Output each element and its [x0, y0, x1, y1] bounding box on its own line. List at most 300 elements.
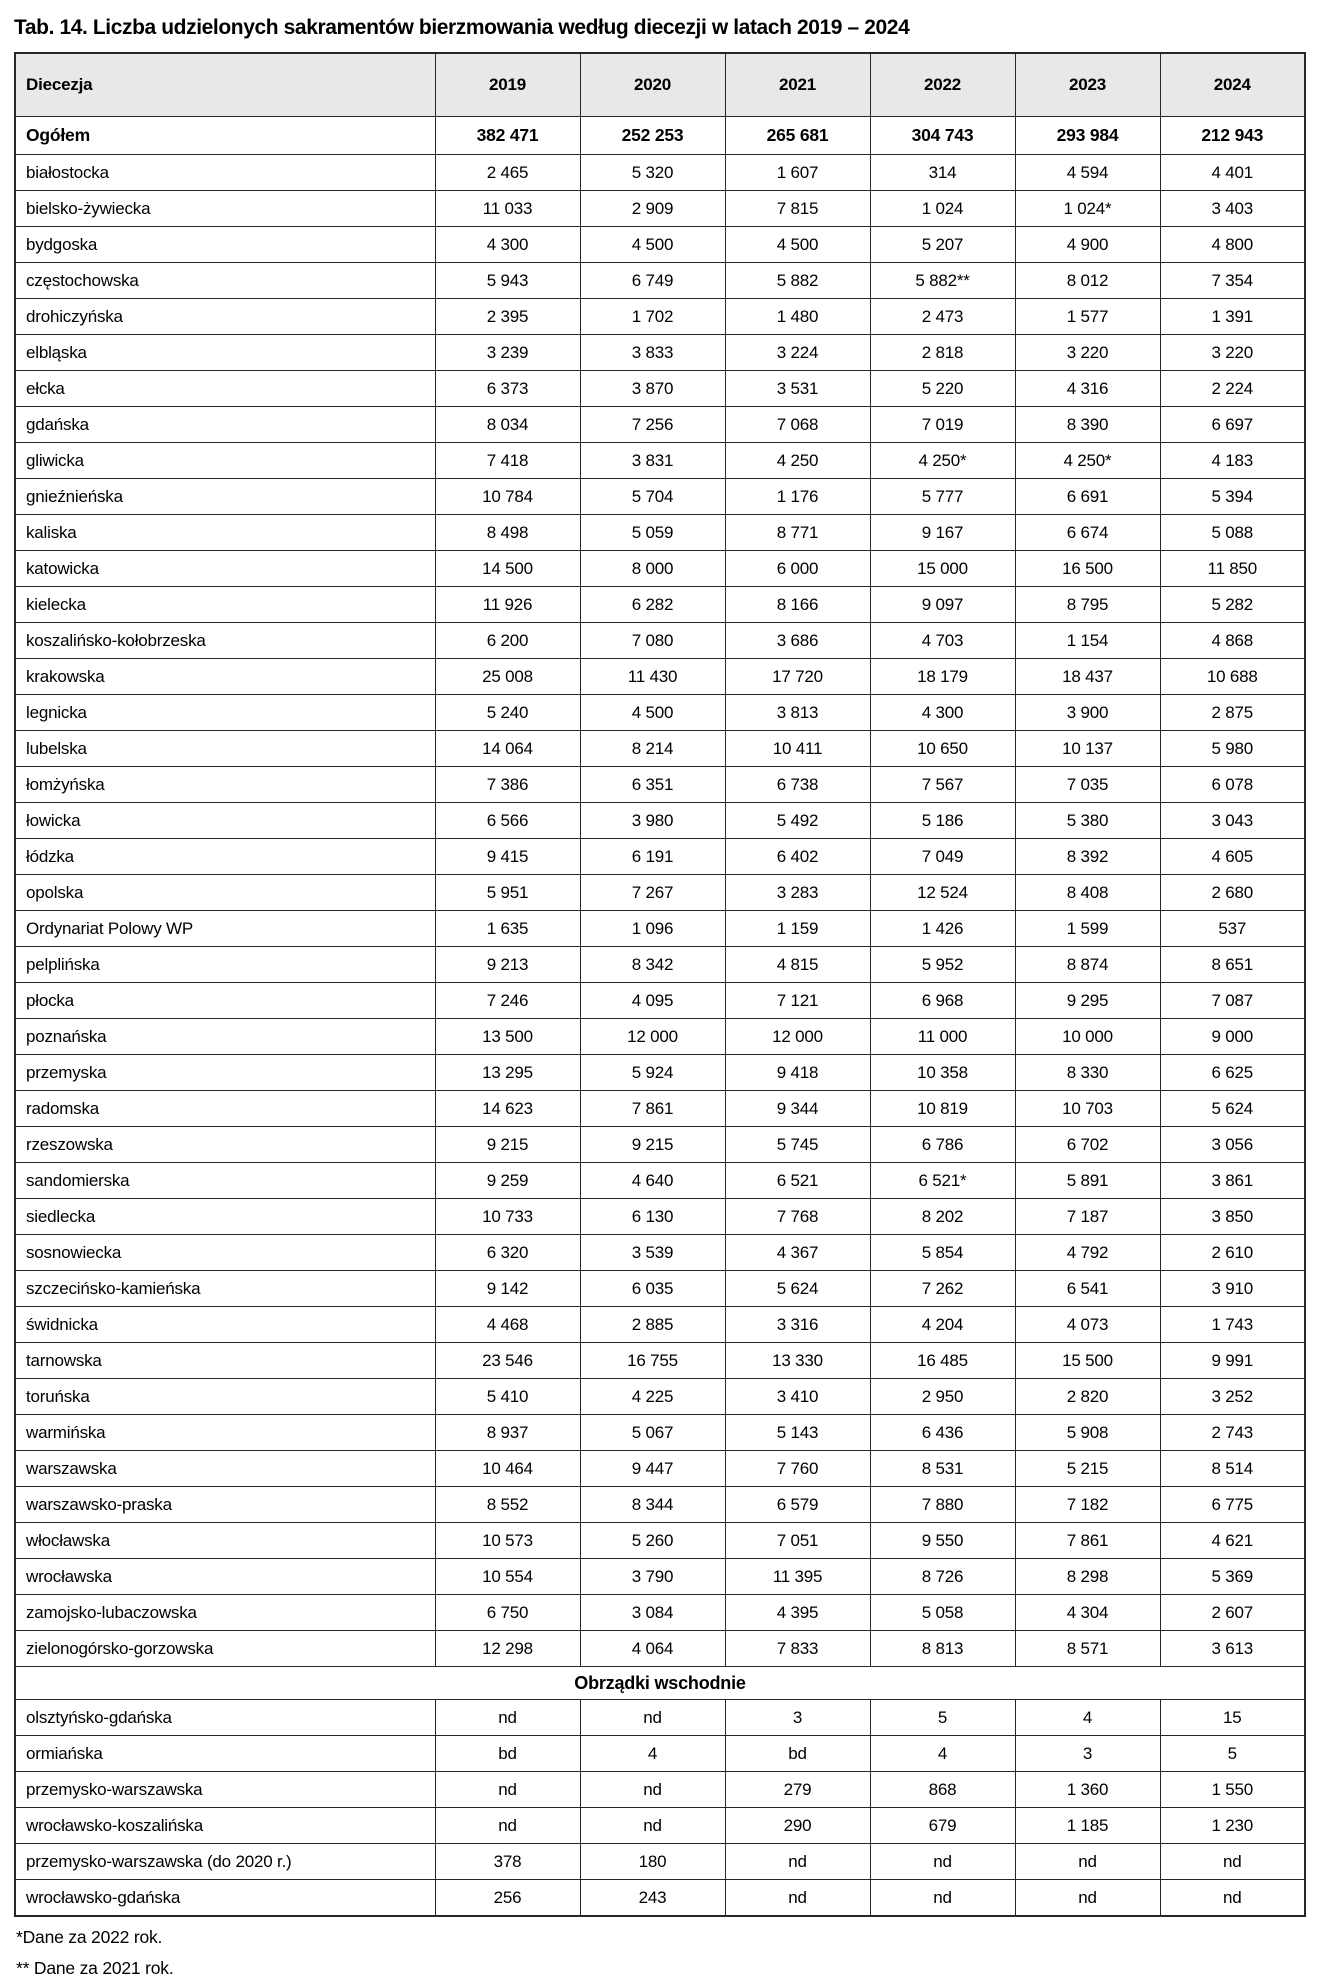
value-cell: 8 390	[1015, 407, 1160, 443]
value-cell: 6 968	[870, 983, 1015, 1019]
table-row	[15, 911, 1305, 947]
value-cell: 10 411	[725, 731, 870, 767]
value-cell: 3 056	[1160, 1127, 1305, 1163]
table-row-eastern	[15, 1700, 1305, 1736]
value-cell: 1 607	[725, 155, 870, 191]
value-cell: 3 910	[1160, 1271, 1305, 1307]
value-cell: nd	[725, 1844, 870, 1880]
value-cell: 5 220	[870, 371, 1015, 407]
value-cell: 7 182	[1015, 1487, 1160, 1523]
value-cell: 6 320	[435, 1235, 580, 1271]
diocese-name-cell: legnicka	[15, 695, 435, 731]
value-cell: 4 792	[1015, 1235, 1160, 1271]
value-cell: 6 691	[1015, 479, 1160, 515]
value-cell: 5 854	[870, 1235, 1015, 1271]
value-cell: 10 358	[870, 1055, 1015, 1091]
value-cell: 10 703	[1015, 1091, 1160, 1127]
value-cell: 16 485	[870, 1343, 1015, 1379]
column-header-year: 2023	[1015, 53, 1160, 117]
value-cell: 8 012	[1015, 263, 1160, 299]
value-cell: 3	[1015, 1736, 1160, 1772]
value-cell: 3 410	[725, 1379, 870, 1415]
value-cell: 9 213	[435, 947, 580, 983]
value-cell: 2 465	[435, 155, 580, 191]
value-cell: 5 745	[725, 1127, 870, 1163]
value-cell: 8 514	[1160, 1451, 1305, 1487]
value-cell: 9 142	[435, 1271, 580, 1307]
value-cell: nd	[1015, 1880, 1160, 1917]
value-cell: 7 768	[725, 1199, 870, 1235]
table-row	[15, 875, 1305, 911]
value-cell: 7 049	[870, 839, 1015, 875]
value-cell: 11 395	[725, 1559, 870, 1595]
diocese-name-cell: olsztyńsko-gdańska	[15, 1700, 435, 1736]
value-cell: 4 064	[580, 1631, 725, 1667]
value-cell: nd	[870, 1844, 1015, 1880]
diocese-name-cell: warszawsko-praska	[15, 1487, 435, 1523]
value-cell: 11 000	[870, 1019, 1015, 1055]
value-cell: nd	[1160, 1880, 1305, 1917]
diocese-name-cell: warszawska	[15, 1451, 435, 1487]
value-cell: 5 943	[435, 263, 580, 299]
value-cell: nd	[725, 1880, 870, 1917]
value-cell: 6 579	[725, 1487, 870, 1523]
column-header-year: 2020	[580, 53, 725, 117]
value-cell: 1 391	[1160, 299, 1305, 335]
value-cell: 3 283	[725, 875, 870, 911]
table-row	[15, 1091, 1305, 1127]
table-row	[15, 335, 1305, 371]
value-cell: 3 224	[725, 335, 870, 371]
value-cell: 8 651	[1160, 947, 1305, 983]
value-cell: 4 500	[580, 695, 725, 731]
value-cell: 4 815	[725, 947, 870, 983]
value-cell: 7 256	[580, 407, 725, 443]
table-row	[15, 443, 1305, 479]
value-cell: 1 635	[435, 911, 580, 947]
diocese-name-cell: przemysko-warszawska (do 2020 r.)	[15, 1844, 435, 1880]
value-cell: 5 240	[435, 695, 580, 731]
value-cell: 9 000	[1160, 1019, 1305, 1055]
value-cell: 4 316	[1015, 371, 1160, 407]
value-cell: 5 380	[1015, 803, 1160, 839]
table-row	[15, 767, 1305, 803]
value-cell: 3 900	[1015, 695, 1160, 731]
value-cell: 1 176	[725, 479, 870, 515]
value-cell: 9 097	[870, 587, 1015, 623]
value-cell: 2 743	[1160, 1415, 1305, 1451]
value-cell: 4	[1015, 1700, 1160, 1736]
value-cell: 7 418	[435, 443, 580, 479]
value-cell: 12 000	[725, 1019, 870, 1055]
value-cell: 18 179	[870, 659, 1015, 695]
value-cell: 13 295	[435, 1055, 580, 1091]
value-cell: 8 795	[1015, 587, 1160, 623]
value-cell: 1 743	[1160, 1307, 1305, 1343]
footnote-2021: ** Dane za 2021 rok.	[16, 1958, 174, 1978]
value-cell: 382 471	[435, 117, 580, 155]
value-cell: 4 367	[725, 1235, 870, 1271]
value-cell: 6 000	[725, 551, 870, 587]
value-cell: 6 373	[435, 371, 580, 407]
value-cell: 4 703	[870, 623, 1015, 659]
value-cell: bd	[725, 1736, 870, 1772]
value-cell: 1 185	[1015, 1808, 1160, 1844]
header-row	[15, 53, 1305, 117]
column-header-year: 2021	[725, 53, 870, 117]
value-cell: 11 430	[580, 659, 725, 695]
value-cell: 4 868	[1160, 623, 1305, 659]
value-cell: 252 253	[580, 117, 725, 155]
table-row	[15, 947, 1305, 983]
value-cell: 7 051	[725, 1523, 870, 1559]
column-header-year: 2022	[870, 53, 1015, 117]
value-cell: 3 686	[725, 623, 870, 659]
value-cell: 23 546	[435, 1343, 580, 1379]
diocese-name-cell: zamojsko-lubaczowska	[15, 1595, 435, 1631]
value-cell: 3 861	[1160, 1163, 1305, 1199]
column-header-year: 2019	[435, 53, 580, 117]
value-cell: 5 369	[1160, 1559, 1305, 1595]
value-cell: 6 521	[725, 1163, 870, 1199]
value-cell: 15 500	[1015, 1343, 1160, 1379]
table-row	[15, 299, 1305, 335]
value-cell: 8 937	[435, 1415, 580, 1451]
value-cell: 3 239	[435, 335, 580, 371]
value-cell: 8 330	[1015, 1055, 1160, 1091]
value-cell: 5 394	[1160, 479, 1305, 515]
value-cell: 7 267	[580, 875, 725, 911]
table-row	[15, 1343, 1305, 1379]
section-header-row	[15, 1667, 1305, 1700]
value-cell: 7 121	[725, 983, 870, 1019]
value-cell: 2 875	[1160, 695, 1305, 731]
value-cell: 7 246	[435, 983, 580, 1019]
value-cell: 868	[870, 1772, 1015, 1808]
value-cell: 5 186	[870, 803, 1015, 839]
diocese-name-cell: Ogółem	[15, 117, 435, 155]
value-cell: 1 550	[1160, 1772, 1305, 1808]
value-cell: nd	[1015, 1844, 1160, 1880]
value-cell: 212 943	[1160, 117, 1305, 155]
table-row-eastern	[15, 1772, 1305, 1808]
diocese-name-cell: rzeszowska	[15, 1127, 435, 1163]
value-cell: 7 880	[870, 1487, 1015, 1523]
value-cell: nd	[580, 1808, 725, 1844]
value-cell: 3 539	[580, 1235, 725, 1271]
table-row	[15, 803, 1305, 839]
column-header-diocese: Diecezja	[15, 53, 435, 117]
value-cell: nd	[435, 1808, 580, 1844]
diocese-name-cell: łomżyńska	[15, 767, 435, 803]
value-cell: 7 080	[580, 623, 725, 659]
diocese-name-cell: bydgoska	[15, 227, 435, 263]
value-cell: 1 702	[580, 299, 725, 335]
table-row-eastern	[15, 1844, 1305, 1880]
diocese-name-cell: warmińska	[15, 1415, 435, 1451]
table-row	[15, 659, 1305, 695]
value-cell: 5	[1160, 1736, 1305, 1772]
diocese-name-cell: zielonogórsko-gorzowska	[15, 1631, 435, 1667]
value-cell: 9 295	[1015, 983, 1160, 1019]
value-cell: 6 674	[1015, 515, 1160, 551]
value-cell: 2 950	[870, 1379, 1015, 1415]
value-cell: 1 577	[1015, 299, 1160, 335]
table-row	[15, 263, 1305, 299]
value-cell: 265 681	[725, 117, 870, 155]
value-cell: nd	[870, 1880, 1015, 1917]
value-cell: 9 991	[1160, 1343, 1305, 1379]
value-cell: 4 640	[580, 1163, 725, 1199]
value-cell: 25 008	[435, 659, 580, 695]
value-cell: 15 000	[870, 551, 1015, 587]
value-cell: 8 874	[1015, 947, 1160, 983]
value-cell: 4 900	[1015, 227, 1160, 263]
value-cell: 3 833	[580, 335, 725, 371]
value-cell: 15	[1160, 1700, 1305, 1736]
diocese-name-cell: koszalińsko-kołobrzeska	[15, 623, 435, 659]
value-cell: 10 554	[435, 1559, 580, 1595]
value-cell: 1 096	[580, 911, 725, 947]
value-cell: 17 720	[725, 659, 870, 695]
diocese-name-cell: poznańska	[15, 1019, 435, 1055]
confirmations-by-diocese-table	[14, 52, 1306, 1917]
table-row	[15, 1595, 1305, 1631]
value-cell: 304 743	[870, 117, 1015, 155]
value-cell: 6 775	[1160, 1487, 1305, 1523]
table-row	[15, 695, 1305, 731]
value-cell: 7 861	[1015, 1523, 1160, 1559]
value-cell: 8 344	[580, 1487, 725, 1523]
value-cell: 2 610	[1160, 1235, 1305, 1271]
value-cell: 2 820	[1015, 1379, 1160, 1415]
value-cell: 2 473	[870, 299, 1015, 335]
value-cell: 5 067	[580, 1415, 725, 1451]
diocese-name-cell: Ordynariat Polowy WP	[15, 911, 435, 947]
value-cell: 4 500	[725, 227, 870, 263]
value-cell: 5 215	[1015, 1451, 1160, 1487]
value-cell: 3 870	[580, 371, 725, 407]
diocese-name-cell: siedlecka	[15, 1199, 435, 1235]
table-row	[15, 1631, 1305, 1667]
value-cell: 3 531	[725, 371, 870, 407]
value-cell: 180	[580, 1844, 725, 1880]
value-cell: 5 951	[435, 875, 580, 911]
table-row-eastern	[15, 1736, 1305, 1772]
value-cell: 1 024	[870, 191, 1015, 227]
value-cell: 8 571	[1015, 1631, 1160, 1667]
diocese-name-cell: ełcka	[15, 371, 435, 407]
table-row	[15, 1487, 1305, 1523]
value-cell: 1 159	[725, 911, 870, 947]
diocese-name-cell: gliwicka	[15, 443, 435, 479]
value-cell: 11 033	[435, 191, 580, 227]
diocese-name-cell: pelplińska	[15, 947, 435, 983]
diocese-name-cell: płocka	[15, 983, 435, 1019]
value-cell: 8 298	[1015, 1559, 1160, 1595]
table-row	[15, 1451, 1305, 1487]
value-cell: 8 214	[580, 731, 725, 767]
value-cell: 4 304	[1015, 1595, 1160, 1631]
value-cell: 8 813	[870, 1631, 1015, 1667]
diocese-name-cell: sosnowiecka	[15, 1235, 435, 1271]
value-cell: 256	[435, 1880, 580, 1917]
value-cell: 14 500	[435, 551, 580, 587]
table-row	[15, 1127, 1305, 1163]
table-row-eastern	[15, 1880, 1305, 1917]
value-cell: 12 524	[870, 875, 1015, 911]
diocese-name-cell: opolska	[15, 875, 435, 911]
value-cell: 5 980	[1160, 731, 1305, 767]
value-cell: 6 402	[725, 839, 870, 875]
value-cell: 13 330	[725, 1343, 870, 1379]
value-cell: 3 613	[1160, 1631, 1305, 1667]
value-cell: 10 784	[435, 479, 580, 515]
value-cell: 6 436	[870, 1415, 1015, 1451]
value-cell: 7 087	[1160, 983, 1305, 1019]
value-cell: 5 207	[870, 227, 1015, 263]
value-cell: 7 354	[1160, 263, 1305, 299]
value-cell: 4 594	[1015, 155, 1160, 191]
value-cell: 2 818	[870, 335, 1015, 371]
value-cell: 5 088	[1160, 515, 1305, 551]
value-cell: 2 885	[580, 1307, 725, 1343]
table-row	[15, 839, 1305, 875]
diocese-name-cell: sandomierska	[15, 1163, 435, 1199]
table-row	[15, 155, 1305, 191]
value-cell: 6 541	[1015, 1271, 1160, 1307]
value-cell: 6 191	[580, 839, 725, 875]
value-cell: 5 777	[870, 479, 1015, 515]
value-cell: 9 447	[580, 1451, 725, 1487]
value-cell: 5 058	[870, 1595, 1015, 1631]
table-row	[15, 1199, 1305, 1235]
table-row	[15, 479, 1305, 515]
value-cell: 6 749	[580, 263, 725, 299]
value-cell: 4 395	[725, 1595, 870, 1631]
value-cell: nd	[435, 1700, 580, 1736]
value-cell: 14 623	[435, 1091, 580, 1127]
value-cell: 7 262	[870, 1271, 1015, 1307]
value-cell: 4 250	[725, 443, 870, 479]
value-cell: 314	[870, 155, 1015, 191]
diocese-name-cell: elbląska	[15, 335, 435, 371]
value-cell: 2 607	[1160, 1595, 1305, 1631]
value-cell: 8 202	[870, 1199, 1015, 1235]
diocese-name-cell: radomska	[15, 1091, 435, 1127]
value-cell: 3 403	[1160, 191, 1305, 227]
footnotes	[14, 1917, 1306, 1985]
value-cell: 14 064	[435, 731, 580, 767]
section-header-eastern-rites: Obrządki wschodnie	[15, 1667, 1305, 1700]
diocese-name-cell: ormiańska	[15, 1736, 435, 1772]
diocese-name-cell: bielsko-żywiecka	[15, 191, 435, 227]
value-cell: 10 137	[1015, 731, 1160, 767]
table-row	[15, 1415, 1305, 1451]
value-cell: 1 480	[725, 299, 870, 335]
value-cell: 378	[435, 1844, 580, 1880]
table-row	[15, 191, 1305, 227]
value-cell: 8 408	[1015, 875, 1160, 911]
value-cell: 4	[580, 1736, 725, 1772]
value-cell: 7 815	[725, 191, 870, 227]
value-cell: 8 771	[725, 515, 870, 551]
value-cell: 10 000	[1015, 1019, 1160, 1055]
value-cell: 5 260	[580, 1523, 725, 1559]
table-row	[15, 227, 1305, 263]
total-row	[15, 117, 1305, 155]
value-cell: 2 395	[435, 299, 580, 335]
diocese-name-cell: częstochowska	[15, 263, 435, 299]
value-cell: 5 624	[725, 1271, 870, 1307]
value-cell: 7 386	[435, 767, 580, 803]
value-cell: 9 215	[435, 1127, 580, 1163]
value-cell: 6 078	[1160, 767, 1305, 803]
diocese-name-cell: białostocka	[15, 155, 435, 191]
value-cell: 4 300	[870, 695, 1015, 731]
value-cell: 1 599	[1015, 911, 1160, 947]
value-cell: 5 143	[725, 1415, 870, 1451]
table-row	[15, 371, 1305, 407]
value-cell: 3 316	[725, 1307, 870, 1343]
diocese-name-cell: gdańska	[15, 407, 435, 443]
value-cell: 9 215	[580, 1127, 725, 1163]
value-cell: 7 833	[725, 1631, 870, 1667]
diocese-name-cell: krakowska	[15, 659, 435, 695]
value-cell: 10 688	[1160, 659, 1305, 695]
value-cell: 8 034	[435, 407, 580, 443]
value-cell: 10 464	[435, 1451, 580, 1487]
value-cell: 9 550	[870, 1523, 1015, 1559]
value-cell: 8 498	[435, 515, 580, 551]
table-row	[15, 1379, 1305, 1415]
value-cell: 3 084	[580, 1595, 725, 1631]
column-header-year: 2024	[1160, 53, 1305, 117]
value-cell: 279	[725, 1772, 870, 1808]
value-cell: 2 224	[1160, 371, 1305, 407]
value-cell: 6 702	[1015, 1127, 1160, 1163]
diocese-name-cell: gnieźnieńska	[15, 479, 435, 515]
table-row	[15, 1271, 1305, 1307]
value-cell: 4 183	[1160, 443, 1305, 479]
value-cell: 4 204	[870, 1307, 1015, 1343]
value-cell: 10 733	[435, 1199, 580, 1235]
diocese-name-cell: toruńska	[15, 1379, 435, 1415]
value-cell: 5 410	[435, 1379, 580, 1415]
value-cell: 12 298	[435, 1631, 580, 1667]
diocese-name-cell: drohiczyńska	[15, 299, 435, 335]
table-row	[15, 1559, 1305, 1595]
value-cell: 7 187	[1015, 1199, 1160, 1235]
value-cell: 1 154	[1015, 623, 1160, 659]
value-cell: 6 750	[435, 1595, 580, 1631]
value-cell: bd	[435, 1736, 580, 1772]
diocese-name-cell: włocławska	[15, 1523, 435, 1559]
value-cell: 8 166	[725, 587, 870, 623]
value-cell: 4 300	[435, 227, 580, 263]
value-cell: 6 130	[580, 1199, 725, 1235]
value-cell: 6 566	[435, 803, 580, 839]
value-cell: 4 500	[580, 227, 725, 263]
value-cell: 18 437	[1015, 659, 1160, 695]
value-cell: 3 831	[580, 443, 725, 479]
value-cell: 4 250*	[1015, 443, 1160, 479]
diocese-name-cell: przemyska	[15, 1055, 435, 1091]
diocese-name-cell: tarnowska	[15, 1343, 435, 1379]
value-cell: 8 531	[870, 1451, 1015, 1487]
table-row	[15, 983, 1305, 1019]
value-cell: 10 819	[870, 1091, 1015, 1127]
